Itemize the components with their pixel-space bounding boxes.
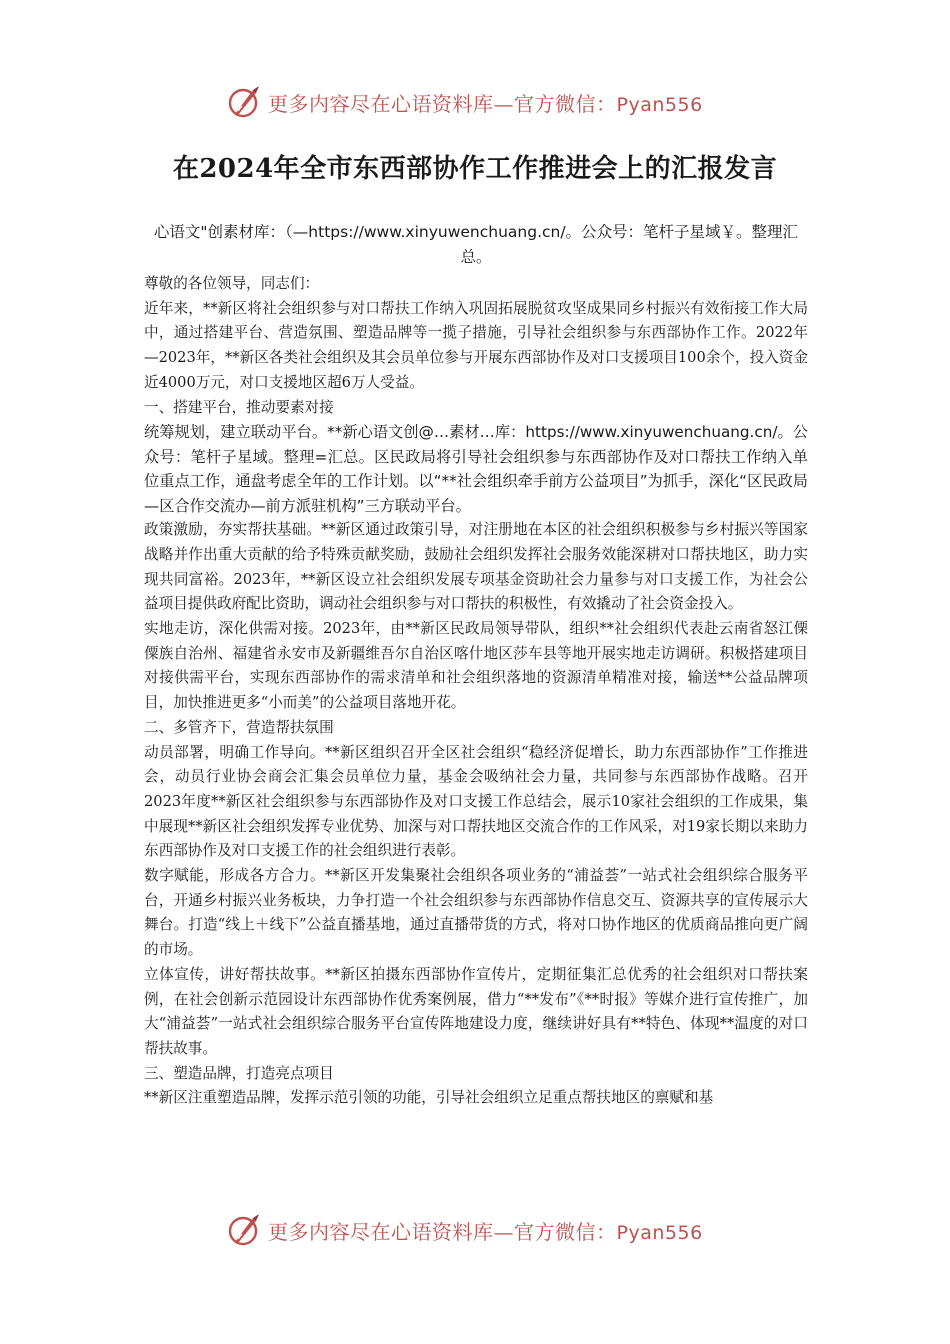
paragraph: **新区注重塑造品牌，发挥示范引领的功能，引导社会组织立足重点帮扶地区的禀赋和基 [144,1089,714,1107]
header-watermark-banner [226,82,746,122]
banner-text [268,88,703,117]
pen-quill-logo-icon [226,1212,262,1248]
paragraph: 三、塑造品牌，打造亮点项目 [144,1064,334,1082]
document-title: 在2024年全市东西部协作工作推进会上的汇报发言 [172,154,778,184]
banner-wechat-id: Pyan556 [616,93,703,116]
paragraph: 二、多管齐下，营造帮扶氛围 [144,718,334,736]
banner-wechat-id: Pyan556 [616,1221,703,1244]
pen-quill-logo-icon [226,84,262,120]
banner-label: 更多内容尽在心语资料库—官方微信： [268,91,617,116]
paragraph: 数字赋能，形成各方合力。**新区开发集聚社会组织各项业务的“浦益荟”一站式社会组织综合服务平台，开通乡村振兴业务板块，力争打造一个社会组织参与东西部协作信息交互、资源共享的宣传展示大舞台。打造“线上＋线下”公益直播基地，通过直播带货的方式，将对口协作地区的优质商品推向更广阔的市场。 [144,867,808,959]
source-note: 心语文"创素材库：（—https://www.xinyuwenchuang.cn/。公众号：笔杆子星域￥。整理汇总。 [153,223,799,266]
paragraph: 近年来，**新区将社会组织参与对口帮扶工作纳入巩固拓展脱贫攻坚成果同乡村振兴有效衔接工作大局中，通过搭建平台、营造氛围、塑造品牌等一揽子措施，引导社会组织参与东西部协作工作。2022年—2023年，**新区各类社会组织及其会员单位参与开展东西部协作及对口支援项目100余个，投入资金近4000万元，对口支援地区超6万人受益。 [144,299,808,391]
paragraph: 尊敬的各位领导，同志们： [144,275,320,292]
paragraph: 实地走访，深化供需对接。2023年，由**新区民政局领导带队，组织**社会组织代表赴云南省怒江傈僳族自治州、福建省永安市及新疆维吾尔自治区喀什地区莎车县等地开展实地走访调研。积极搭建项目对接供需平台，实现东西部协作的需求清单和社会组织落地的资源清单精准对接，输送**公益品牌项目，加快推进更多“小而美”的公益项目落地开花。 [144,620,808,712]
banner-label: 更多内容尽在心语资料库—官方微信： [268,1219,617,1244]
paragraph: 政策激励，夯实帮扶基础。**新区通过政策引导，对注册地在本区的社会组织积极参与乡村振兴等国家战略并作出重大贡献的给予特殊贡献奖励，鼓励社会组织发挥社会服务效能深耕对口帮扶地区，助力实现共同富裕。2023年，**新区设立社会组织发展专项基金资助社会力量参与对口支援工作，为社会公益项目提供政府配比资助，调动社会组织参与对口帮扶的积极性，有效撬动了社会资金投入。 [144,521,808,613]
paragraph: 一、搭建平台，推动要素对接 [144,398,334,416]
footer-watermark-banner [226,1210,746,1250]
paragraph: 统筹规划，建立联动平台。**新心语文创@…素材…库：https://www.xinyuwenchuang.cn/。公众号：笔杆子星域。整理=汇总。区民政局将引导社会组织参与东西部协作及对口帮扶工作纳入单位重点工作，通盘考虑全年的工作计划。以“**社会组织牵手前方公益项目”为抓手，深化“区民政局—区合作交流办—前方派驻机构”三方联动平台。 [144,423,808,515]
paragraph: 动员部署，明确工作导向。**新区组织召开全区社会组织“稳经济促增长，助力东西部协作”工作推进会，动员行业协会商会汇集会员单位力量，基金会吸纳社会力量，共同参与东西部协作战略。召开2023年度**新区社会组织参与东西部协作及对口支援工作总结会，展示10家社会组织的工作成果，集中展现**新区社会组织发挥专业优势、加深与对口帮扶地区交流合作的工作风采，对19家长期以来助力东西部协作及对口支援工作的社会组织进行表彰。 [144,743,808,860]
document-body [144,272,808,1111]
banner-text [268,1216,703,1245]
paragraph: 立体宣传，讲好帮扶故事。**新区拍摄东西部协作宣传片，定期征集汇总优秀的社会组织对口帮扶案例，在社会创新示范园设计东西部协作优秀案例展，借力“**发布”《**时报》等媒介进行宣传推广，加大“浦益荟”一站式社会组织综合服务平台宣传阵地建设力度，继续讲好具有**特色、体现**温度的对口帮扶故事。 [144,965,808,1057]
